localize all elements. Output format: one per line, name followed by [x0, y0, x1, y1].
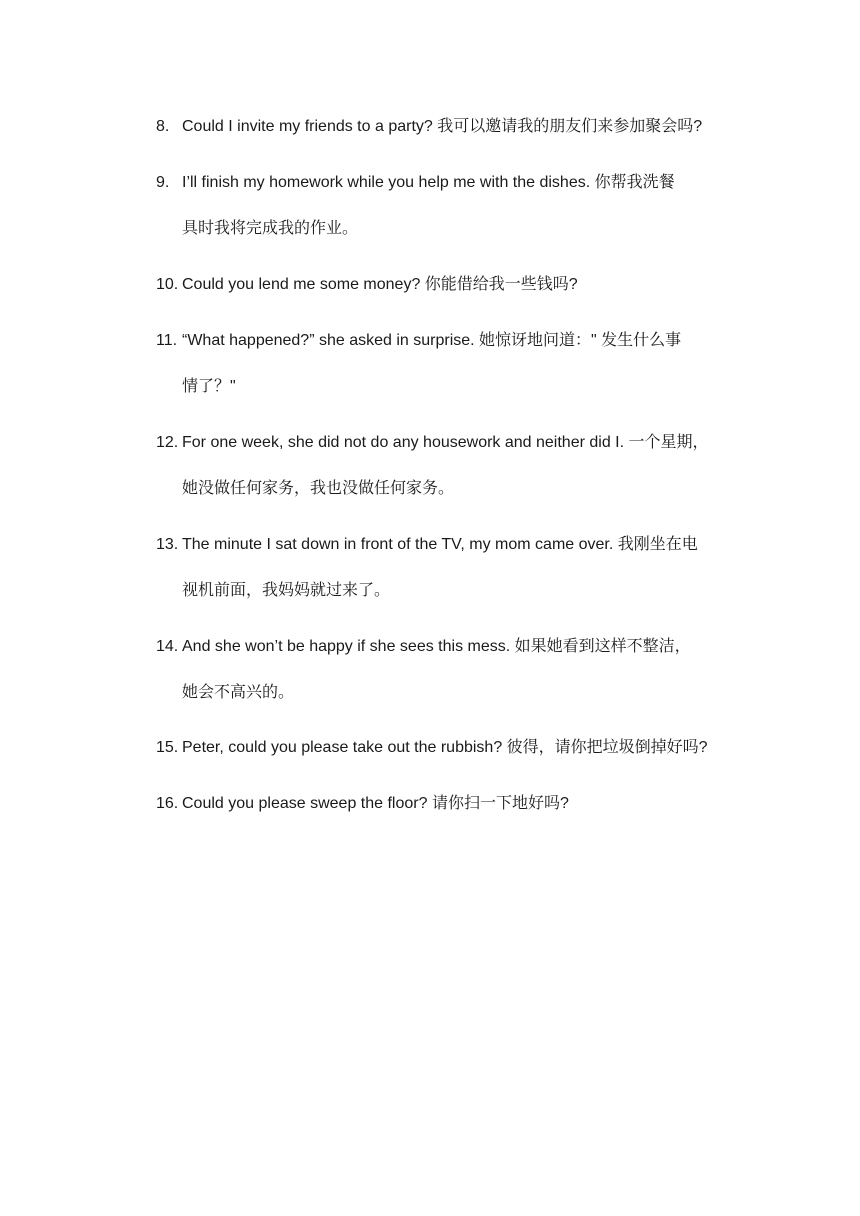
item-text-continued: 情了？": [182, 378, 236, 395]
list-item: [156, 781, 742, 827]
item-number: 16.: [156, 795, 179, 812]
list-item: [156, 262, 742, 308]
item-number: 9.: [156, 174, 170, 191]
list-item: [156, 104, 742, 150]
item-number: 15.: [156, 739, 179, 756]
item-text: Could I invite my friends to a party? 我可以邀请我的朋友们来参加聚会吗?: [182, 118, 703, 135]
item-text-continued: 视机前面，我妈妈就过来了。: [182, 582, 391, 599]
item-number: 11.: [156, 332, 178, 349]
list-item: [156, 624, 742, 716]
item-number: 13.: [156, 536, 179, 553]
item-text: “What happened?” she asked in surprise. 她惊讶地问道：" 发生什么事: [182, 332, 682, 349]
list-item: [156, 318, 742, 410]
item-number: 10.: [156, 276, 179, 293]
list-item: [156, 725, 742, 771]
item-text-continued: 她会不高兴的。: [182, 684, 295, 701]
item-text: The minute I sat down in front of the TV, my mom came over. 我刚坐在电: [182, 536, 698, 553]
item-text: Could you lend me some money? 你能借给我一些钱吗?: [182, 276, 578, 293]
item-text: For one week, she did not do any housework and neither did I. 一个星期，: [182, 434, 709, 451]
item-text: I’ll finish my homework while you help me with the dishes. 你帮我洗餐: [182, 174, 675, 191]
item-text: And she won’t be happy if she sees this mess. 如果她看到这样不整洁，: [182, 638, 691, 655]
item-text: Peter, could you please take out the rubbish? 彼得，请你把垃圾倒掉好吗?: [182, 739, 708, 756]
list-item: [156, 160, 742, 252]
list-item: [156, 420, 742, 512]
item-text-continued: 具时我将完成我的作业。: [182, 220, 359, 237]
item-number: 14.: [156, 638, 179, 655]
item-text: Could you please sweep the floor? 请你扫一下地好吗?: [182, 795, 569, 812]
item-number: 12.: [156, 434, 179, 451]
item-number: 8.: [156, 118, 170, 135]
item-text-continued: 她没做任何家务，我也没做任何家务。: [182, 480, 455, 497]
list-item: [156, 522, 742, 614]
